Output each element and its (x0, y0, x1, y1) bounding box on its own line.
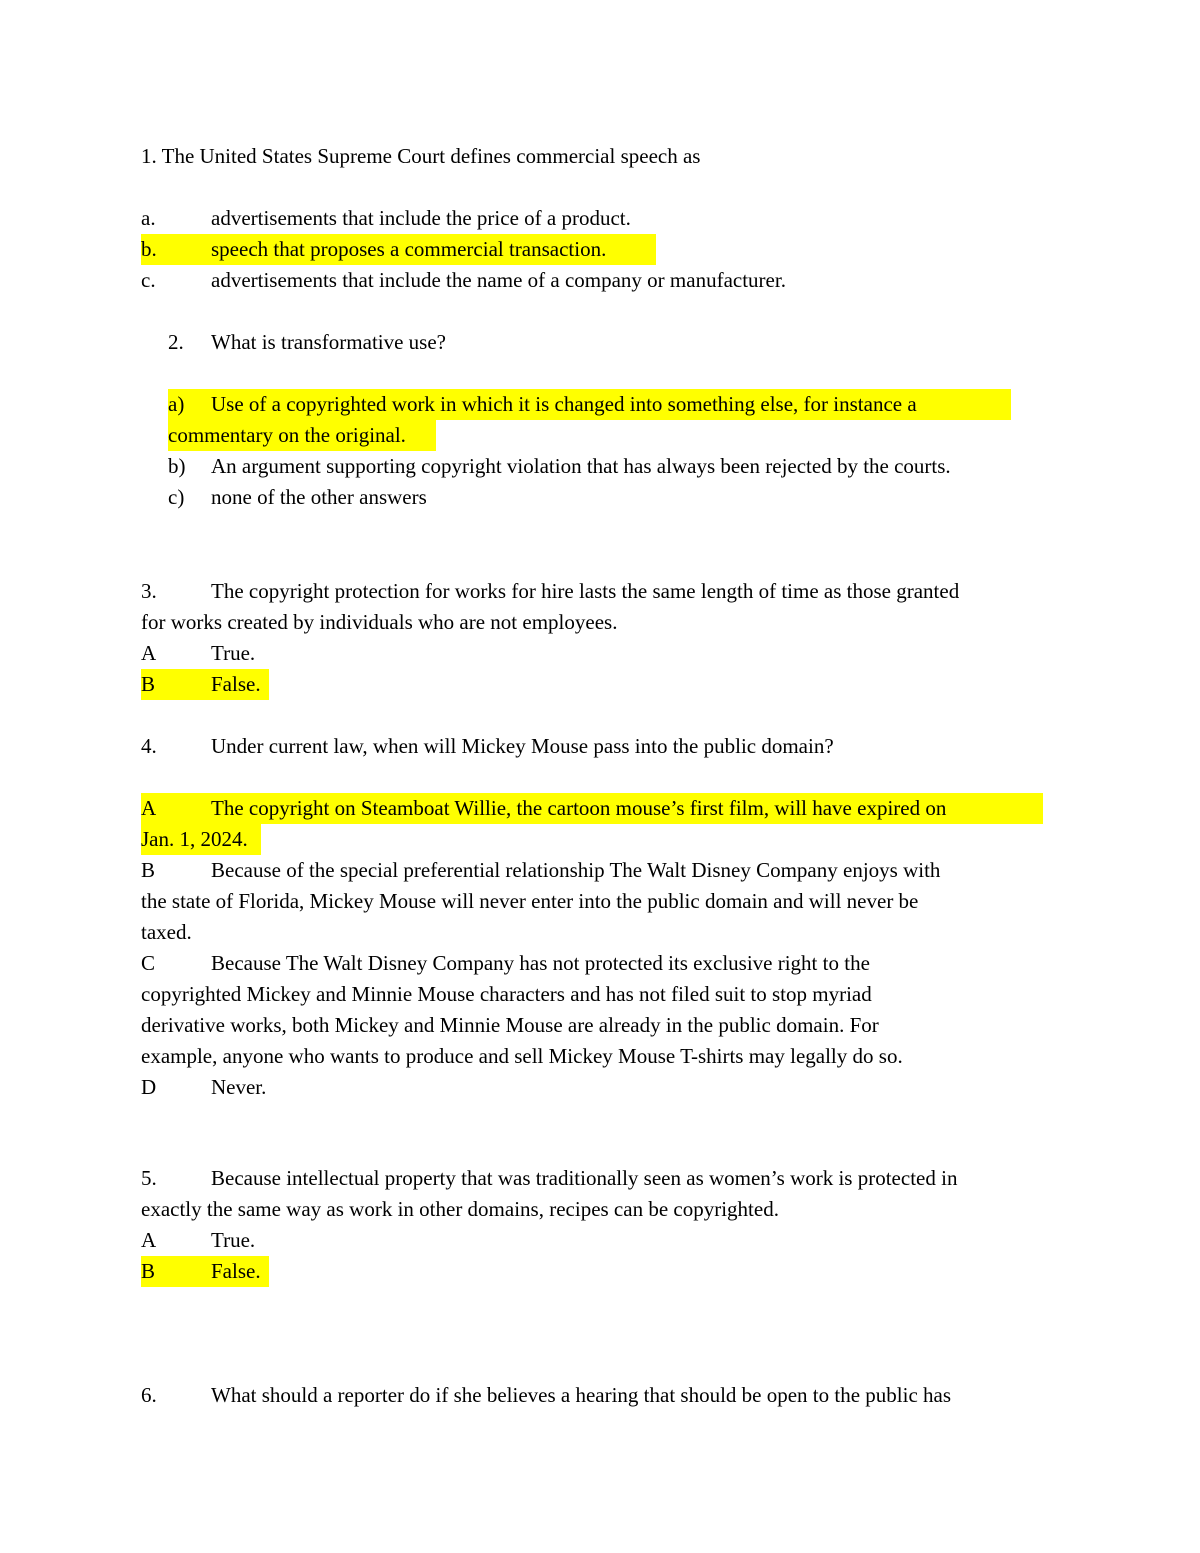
option-label: c. (141, 268, 156, 292)
question-number: 6. (141, 1383, 157, 1407)
option-text: False. (211, 672, 261, 696)
option-text: taxed. (141, 920, 192, 944)
option-text: derivative works, both Mickey and Minnie Mouse are already in the public domain. For (141, 1013, 879, 1037)
option-text: advertisements that include the price of a product. (211, 206, 631, 230)
q1-option-b-highlighted (141, 234, 656, 265)
question-number: 3. (141, 579, 157, 603)
option-text: Use of a copyrighted work in which it is changed into something else, for instance a (211, 392, 917, 416)
option-text: the state of Florida, Mickey Mouse will never enter into the public domain and will never be (141, 889, 919, 913)
option-label: a. (141, 206, 156, 230)
option-label: c) (168, 485, 185, 509)
option-text: Never. (211, 1075, 267, 1099)
option-label: A (141, 1228, 157, 1252)
option-label: D (141, 1075, 157, 1099)
option-text: example, anyone who wants to produce and sell Mickey Mouse T-shirts may legally do so. (141, 1044, 903, 1068)
option-text: speech that proposes a commercial transaction. (211, 237, 607, 261)
option-text: Because The Walt Disney Company has not protected its exclusive right to the (211, 951, 870, 975)
question-5-text: Because intellectual property that was traditionally seen as women’s work is protected in (211, 1166, 958, 1190)
option-label: b. (141, 237, 157, 261)
question-3-text: The copyright protection for works for hire lasts the same length of time as those granted (211, 579, 960, 603)
question-number: 4. (141, 734, 157, 758)
option-text: An argument supporting copyright violation that has always been rejected by the courts. (211, 454, 951, 478)
question-2-text: What is transformative use? (211, 330, 446, 354)
option-label: C (141, 951, 156, 975)
option-label: A (141, 796, 157, 820)
option-label: B (141, 672, 156, 696)
q5-option-b-highlighted (141, 1256, 269, 1287)
option-text: none of the other answers (211, 485, 427, 509)
q2-option-a-highlighted (168, 389, 1011, 420)
option-text: commentary on the original. (168, 423, 406, 447)
option-text: Jan. 1, 2024. (141, 827, 248, 851)
option-label: a) (168, 392, 185, 416)
question-number: 2. (168, 330, 184, 354)
question-1-text: 1. The United States Supreme Court defines commercial speech as (141, 144, 701, 168)
question-number: 5. (141, 1166, 157, 1190)
q4-option-a-highlighted (141, 793, 1043, 824)
question-5-text: exactly the same way as work in other domains, recipes can be copyrighted. (141, 1197, 779, 1221)
option-label: b) (168, 454, 186, 478)
question-4-text: Under current law, when will Mickey Mouse pass into the public domain? (211, 734, 834, 758)
q2-option-a-highlighted-cont (168, 420, 436, 451)
option-text: advertisements that include the name of a company or manufacturer. (211, 268, 786, 292)
option-label: B (141, 1259, 156, 1283)
q4-option-a-highlighted-cont (141, 824, 261, 855)
question-6-text: What should a reporter do if she believes a hearing that should be open to the public has (211, 1383, 952, 1407)
option-text: The copyright on Steamboat Willie, the cartoon mouse’s first film, will have expired on (211, 796, 947, 820)
option-text: True. (211, 1228, 256, 1252)
option-text: True. (211, 641, 256, 665)
option-label: B (141, 858, 156, 882)
question-3-text: for works created by individuals who are not employees. (141, 610, 618, 634)
option-text: Because of the special preferential relationship The Walt Disney Company enjoys with (211, 858, 941, 882)
option-text: False. (211, 1259, 261, 1283)
option-label: A (141, 641, 157, 665)
option-text: copyrighted Mickey and Minnie Mouse characters and has not filed suit to stop myriad (141, 982, 872, 1006)
q1-option-a (141, 203, 681, 234)
q3-option-b-highlighted (141, 669, 269, 700)
